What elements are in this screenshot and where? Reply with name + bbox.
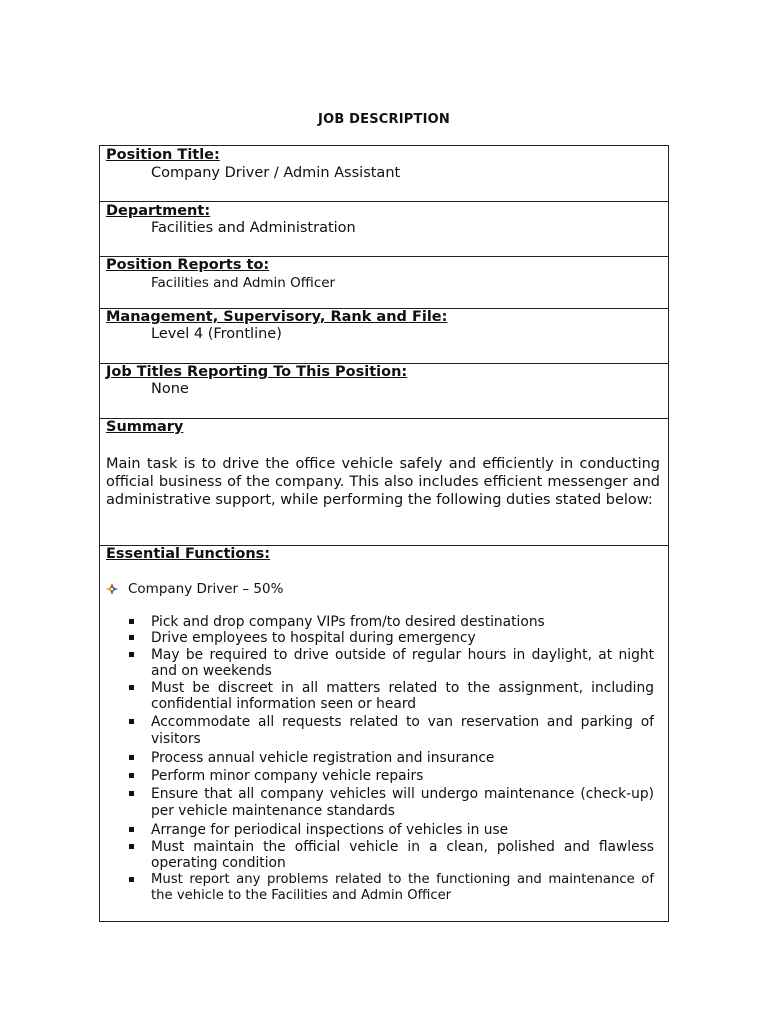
duty-item-text: Must report any problems related to the functioning and maintenance of the vehicle to the Facilities and Admin Officer bbox=[151, 872, 654, 903]
department-value: Facilities and Administration bbox=[151, 220, 356, 236]
position-title-value: Company Driver / Admin Assistant bbox=[151, 165, 401, 181]
square-bullet-icon bbox=[129, 773, 134, 778]
square-bullet-icon bbox=[129, 827, 134, 832]
page-title: JOB DESCRIPTION bbox=[318, 112, 450, 127]
duty-item bbox=[151, 750, 654, 766]
reporting-titles-row bbox=[100, 364, 668, 419]
summary-label: Summary bbox=[106, 419, 184, 435]
square-bullet-icon bbox=[129, 791, 134, 796]
duty-item bbox=[151, 614, 654, 630]
square-bullet-icon bbox=[129, 755, 134, 760]
company-driver-subheading-text: Company Driver – 50% bbox=[128, 581, 284, 597]
reports-to-row bbox=[100, 257, 668, 309]
reports-to-label: Position Reports to: bbox=[106, 257, 270, 273]
square-bullet-icon bbox=[129, 685, 134, 690]
duty-item bbox=[151, 714, 654, 748]
essential-functions-label: Essential Functions: bbox=[106, 546, 271, 562]
duty-item-text: Must be discreet in all matters related to the assignment, including confidential information seen or heard bbox=[151, 680, 654, 712]
department-label: Department: bbox=[106, 203, 211, 219]
rank-label: Management, Supervisory, Rank and File: bbox=[106, 309, 448, 325]
duty-item-text: Must maintain the official vehicle in a clean, polished and flawless operating condition bbox=[151, 839, 654, 871]
company-driver-subheading bbox=[106, 581, 283, 597]
duty-item bbox=[151, 786, 654, 820]
duty-item bbox=[151, 872, 654, 904]
duty-item-text: Accommodate all requests related to van reservation and parking of visitors bbox=[151, 714, 654, 747]
reporting-titles-label: Job Titles Reporting To This Position: bbox=[106, 364, 408, 380]
summary-row bbox=[100, 419, 668, 546]
duty-item-text: Arrange for periodical inspections of vehicles in use bbox=[151, 822, 509, 838]
square-bullet-icon bbox=[129, 719, 134, 724]
position-title-label: Position Title: bbox=[106, 147, 220, 163]
duty-item-text: Pick and drop company VIPs from/to desired destinations bbox=[151, 614, 545, 630]
duty-item bbox=[151, 822, 654, 838]
reports-to-value: Facilities and Admin Officer bbox=[151, 275, 336, 291]
duty-item-text: Drive employees to hospital during emergency bbox=[151, 630, 476, 646]
position-title-row bbox=[100, 146, 668, 202]
department-row bbox=[100, 202, 668, 257]
four-color-arrow-icon bbox=[106, 583, 118, 595]
reporting-titles-value: None bbox=[151, 381, 189, 397]
duty-item bbox=[151, 768, 654, 784]
essential-functions-row bbox=[100, 546, 668, 923]
square-bullet-icon bbox=[129, 619, 134, 624]
square-bullet-icon bbox=[129, 844, 134, 849]
duty-item bbox=[151, 680, 654, 712]
duty-item bbox=[151, 647, 654, 679]
rank-value: Level 4 (Frontline) bbox=[151, 326, 282, 342]
duty-item-text: May be required to drive outside of regular hours in daylight, at night and on weekends bbox=[151, 647, 654, 679]
square-bullet-icon bbox=[129, 635, 134, 640]
rank-row bbox=[100, 309, 668, 364]
duty-item-text: Ensure that all company vehicles will undergo maintenance (check-up) per vehicle maintenance standards bbox=[151, 786, 654, 819]
job-description-table bbox=[99, 145, 669, 922]
square-bullet-icon bbox=[129, 877, 134, 882]
duty-item-text: Perform minor company vehicle repairs bbox=[151, 768, 424, 784]
square-bullet-icon bbox=[129, 652, 134, 657]
duty-item-text: Process annual vehicle registration and insurance bbox=[151, 750, 495, 766]
duty-item bbox=[151, 630, 654, 646]
duty-item bbox=[151, 839, 654, 871]
summary-text: Main task is to drive the office vehicle safely and efficiently in conducting official business of the company. This also includes efficient messenger and administrative support, while performing the following duties stated below: bbox=[106, 456, 660, 508]
